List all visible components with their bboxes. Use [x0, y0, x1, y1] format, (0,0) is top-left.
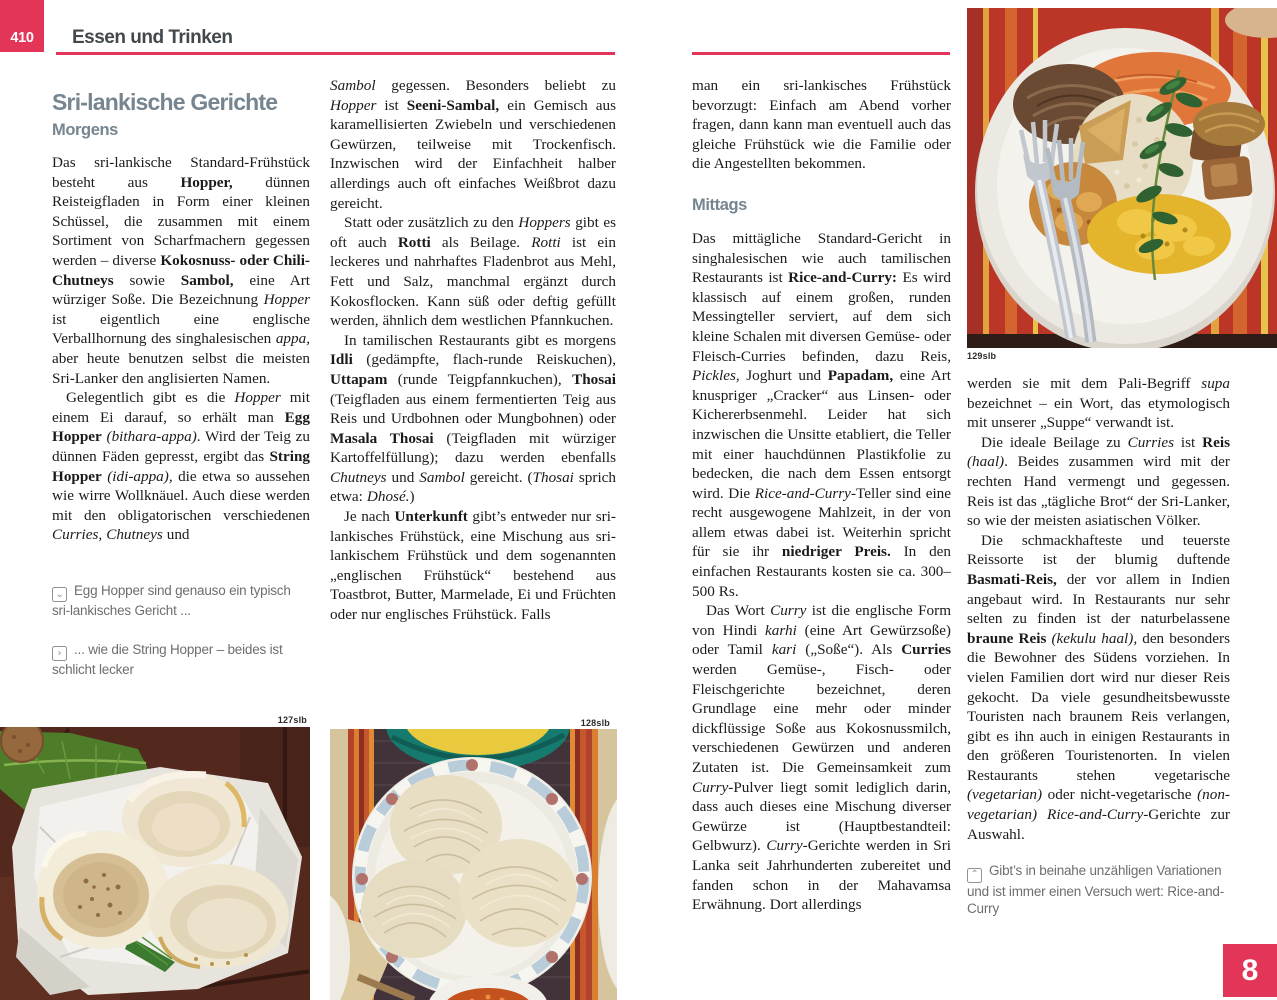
- photo-caption: [967, 862, 1230, 918]
- text-segment: karhi: [765, 621, 797, 639]
- text-segment: Die ideale Beilage zu: [981, 433, 1128, 451]
- text-segment: kari: [771, 641, 797, 659]
- paragraph: [692, 76, 951, 174]
- text-segment: gibt’s entweder nur sri-lankisches Frühstück, eine Mischung aus sri-lankischem Frühstück und dem sogenannten „englischen Frühstück“ bestehend aus Toastbrot, Butter, Marmelade, Ei und Früchten oder nur englisches Frühstück. Falls: [330, 508, 616, 624]
- text-segment: Chutneys: [330, 468, 387, 486]
- text-segment: Hopper: [330, 96, 377, 114]
- text-segment: sowie: [113, 271, 181, 289]
- text-segment: Curries, Chutneys: [52, 526, 163, 544]
- text-segment: Das mittägliche Standard-Gericht in singhalesischen wie auch tamilischen Restaurants ist: [692, 229, 951, 287]
- text-segment: Hopper: [263, 291, 310, 309]
- text-segment: werden sie mit dem Pali-Begriff: [967, 375, 1202, 392]
- text-segment: Sambol: [419, 468, 465, 486]
- text-segment: ist eigentlich eine englische Verballhornung des singhalesischen: [52, 310, 310, 348]
- chapter-number-tab: [1223, 944, 1277, 997]
- text-segment: ein Gemisch aus karamellisierten Zwiebeln und verschiedenen Gewürzen, teilweise mit Trockenfisch. Inzwischen wird der Einfachheit halber allerdings auch oft einfaches Weißbrot dazu gereicht.: [330, 96, 616, 212]
- text-segment: (bithara-appa): [106, 428, 197, 446]
- text-segment: als Beilage.: [430, 233, 532, 251]
- text-segment: oder nicht-vegetarische: [1042, 786, 1198, 804]
- text-segment: eine Art würziger Soße. Die Bezeichnung: [52, 271, 310, 309]
- text-segment: Curry: [766, 837, 803, 855]
- text-segment: Hoppers: [518, 214, 571, 232]
- text-segment: Masala Thosai: [330, 429, 434, 447]
- paragraph: [330, 507, 616, 625]
- text-segment: der vor allem in Indien angebaut wird. In Restaurants nur sehr selten zu finden ist der naturbelassene: [967, 570, 1230, 628]
- text-segment: -Pulver liegt somit lediglich darin, dass auch dieses eine Mischung diverser Gewürze ist (Hauptbestandteil: Gelbwurz).: [692, 778, 951, 855]
- text-segment: ist die englische Form von Hindi: [692, 602, 951, 639]
- text-segment: Curries: [901, 641, 951, 659]
- page-number-tab: [0, 0, 44, 52]
- photo-caption-notes: [52, 582, 310, 679]
- text-segment: Rice-and-Curry: [754, 484, 851, 502]
- text-segment: gegessen. Besonders beliebt zu: [375, 77, 616, 94]
- text-segment: sprich etwa:: [330, 468, 616, 506]
- paragraph: [52, 388, 310, 545]
- text-segment: (Teigfladen mit würziger Kartoffelfüllung); dazu werden ebenfalls: [330, 429, 616, 467]
- text-segment: . Beides zusammen wird mit der rechten Hand vermengt und gegessen. Reis ist das „tägliche Brot“ der Sri-Lanker, so wie der meisten asiatischen Völker.: [967, 453, 1230, 530]
- paragraph: [330, 213, 616, 331]
- paragraph: [692, 601, 951, 915]
- text-segment: („Soße“). Als: [796, 641, 902, 659]
- text-segment: Joghurt und: [739, 367, 828, 385]
- text-segment: Sambol: [330, 77, 376, 94]
- paragraph: [330, 331, 616, 507]
- page-number: 410: [10, 30, 34, 46]
- chevron-right-icon: ›: [52, 646, 67, 661]
- text-segment: ist: [376, 96, 407, 114]
- text-segment: ): [409, 488, 415, 506]
- text-segment: und: [162, 526, 190, 544]
- text-segment: Reis: [1202, 433, 1230, 451]
- egg-hopper-photo: [0, 727, 310, 1000]
- text-segment: Curry: [692, 778, 729, 796]
- text-column-2: [330, 76, 616, 716]
- chevron-down-icon: ⌄: [52, 587, 67, 602]
- text-segment: -Gerichte werden in Sri Lanka seit Jahrhunderten zubereitet und fanden schon in der Mahavamsa Erwähnung. Dort allerdings: [692, 837, 951, 914]
- text-segment: -Teller sind eine recht ausgewogene Mahlzeit, in der von allem etwas dabei ist. Weiterhin spricht für sie ihr: [692, 484, 951, 561]
- photo-credit-label: 127slb: [277, 715, 307, 725]
- text-segment: aber heute benutzen selbst die meisten Sri-Lanker den anglisierten Namen.: [52, 349, 310, 387]
- paragraph: [330, 76, 616, 213]
- text-segment: Rotti: [397, 233, 431, 251]
- text-segment: Hopper: [234, 389, 281, 407]
- text-segment: -Gerichte zur Auswahl.: [967, 806, 1230, 843]
- text-segment: gereicht. (: [464, 468, 533, 486]
- header-rule-left: [56, 52, 615, 55]
- photo-credit-label: 128slb: [580, 718, 610, 728]
- text-segment: Seeni-Sambal,: [406, 96, 500, 114]
- text-segment: Curries: [1127, 433, 1174, 451]
- text-segment: Hopper,: [180, 173, 233, 191]
- paragraph: [967, 531, 1230, 845]
- text-segment: Sambol,: [180, 271, 234, 289]
- text-segment: (eine Art Gewürzsoße) oder Tamil: [692, 621, 951, 659]
- text-segment: (haal): [967, 453, 1005, 471]
- text-segment: (Teigfladen aus einem fermentierten Teig aus Reis und Urdbohnen oder Mungbohnen) oder: [330, 390, 616, 428]
- text-segment: dünnen Reisteigfladen in Form einer kleinen Schüssel, die zusammen mit einem Sortiment von Scharfmachern gegessen werden – diverse: [52, 173, 310, 269]
- text-segment: Unterkunft: [394, 508, 468, 526]
- text-segment: gibt es oft auch: [330, 214, 616, 251]
- paragraph: [967, 374, 1230, 433]
- text-segment: Es wird klassisch auf einem großen, runden Messingteller serviert, auf dem sich kleine Schalen mit diversen Gemüse- oder Fleisch-Curries befinden, dazu Reis,: [692, 269, 951, 365]
- paragraph: [52, 153, 310, 388]
- text-segment: appa,: [275, 330, 310, 348]
- text-segment: Das sri-lankische Standard-Frühstück besteht aus: [52, 154, 310, 191]
- text-segment: Dhosé.: [366, 488, 410, 506]
- text-segment: ist ein leckeres und nahrhaftes Fladenbrot aus Mehl, Fett und Salz, manchmal ergänzt durch Kokosflocken. Kann süß oder deftig gefüllt werden, ähnlich dem westlichen Pfannkuchen.: [330, 233, 616, 330]
- text-column-4: [967, 374, 1230, 964]
- text-segment: ist: [1173, 433, 1203, 451]
- text-segment: Papadam,: [827, 367, 894, 385]
- text-segment: In den einfachen Restaurants kosten sie ca. 300–500 Rs.: [692, 543, 951, 600]
- text-segment: Uttapam: [330, 370, 388, 388]
- text-segment: den besonders die Bewohner des Südens vorziehen. In vielen Familien dort wird nur dieser Reis gekocht. Da viele gesundheitsbewusste Touristen nach braunem Reis verlangen, gibt es ihn auch in einigen Restaurants in den größeren Touristenorten. In vielen Restaurants stehen vegetarische: [967, 629, 1230, 784]
- caption-text: Egg Hopper sind genauso ein typisch sri-lankisches Gericht ...: [52, 582, 291, 619]
- text-segment: In tamilischen Restaurants gibt es morgens: [344, 331, 616, 349]
- text-segment: Je nach: [344, 508, 395, 526]
- article-title: Sri-lankische Gerichte: [52, 89, 278, 116]
- string-hopper-photo: [330, 729, 617, 1000]
- subheading-mittags: Mittags: [692, 195, 747, 214]
- text-segment: . Wird der Teig zu dünnen Fäden gepresst, ergibt das: [52, 428, 310, 465]
- text-segment: Thosai: [572, 370, 616, 388]
- chapter-number: 8: [1241, 953, 1259, 987]
- text-segment: Rice-and-Curry:: [788, 269, 897, 287]
- text-segment: Idli: [330, 351, 353, 369]
- text-segment: (idi-appa),: [107, 467, 173, 485]
- text-segment: werden Gemüse-, Fisch- oder Fleischgerichte bezeichnet, deren Grundlage eine mehr oder minder dickflüssige Soße aus Kokosnussmilch, verschiedenen Gewürzen und anderen Zutaten ist. Die Gemeinsamkeit zum: [692, 661, 951, 776]
- text-segment: Egg Hopper: [52, 408, 310, 446]
- text-segment: Thosai: [532, 468, 574, 486]
- text-segment: (runde Teigpfannkuchen),: [387, 370, 573, 388]
- text-segment: supa: [1201, 375, 1230, 392]
- caption-text: ... wie die String Hopper – beides ist schlicht lecker: [52, 641, 283, 678]
- text-segment: Die schmackhafteste und teuerste Reissorte ist der blumig duftende: [967, 531, 1230, 569]
- photo-caption: [52, 641, 310, 679]
- text-segment: Das Wort: [706, 602, 771, 620]
- text-segment: Rotti: [531, 233, 561, 251]
- text-segment: mit einem Ei darauf, so erhält man: [52, 389, 310, 426]
- text-segment: man ein sri-lankisches Frühstück bevorzugt: Einfach am Abend vorher fragen, dann kann man eventuell auch das gleiche Frühstück wie die Familie oder die Angestellten bekommen.: [692, 77, 951, 173]
- header-rule-right: [692, 52, 950, 55]
- paragraph: [692, 229, 951, 601]
- text-segment: Kokosnuss- oder Chili-Chutneys: [52, 251, 310, 289]
- text-segment: die etwa so aussehen wie wirre Wollknäuel. Auch diese werden mit den obligatorischen verschiedenen: [52, 467, 310, 524]
- text-segment: (vegetarian): [967, 786, 1043, 804]
- text-segment: niedriger Preis.: [781, 543, 891, 561]
- section-title: Essen und Trinken: [72, 27, 233, 48]
- chevron-up-icon: ⌃: [967, 868, 982, 883]
- text-segment: Statt oder zusätzlich zu den: [344, 214, 519, 232]
- text-segment: und: [386, 468, 420, 486]
- text-segment: Pickles,: [692, 367, 740, 385]
- text-segment: braune Reis: [967, 629, 1047, 647]
- rice-and-curry-photo: [967, 8, 1277, 348]
- caption-text: Gibt’s in beinahe unzähligen Variationen und ist immer einen Versuch wert: Rice-and-Curry: [967, 863, 1225, 917]
- subheading-morgens: Morgens: [52, 121, 118, 139]
- text-segment: (gedämpfte, flach-runde Reiskuchen),: [352, 351, 616, 369]
- text-segment: Gelegentlich gibt es die: [66, 389, 235, 407]
- text-segment: (kekulu haal),: [1051, 629, 1138, 647]
- text-column-1: [52, 121, 310, 721]
- photo-caption: [52, 582, 310, 620]
- text-segment: Curry: [770, 602, 807, 620]
- text-segment: bezeichnet – ein Wort, das etymologisch mit unserer „Suppe“ verwandt ist.: [967, 394, 1230, 432]
- text-column-3: [692, 76, 951, 960]
- photo-credit-label: 129slb: [967, 351, 997, 361]
- text-segment: String Hopper: [52, 447, 310, 485]
- text-segment: (non-vegetarian) Rice-and-Curry: [967, 786, 1230, 824]
- text-segment: Basmati-Reis,: [967, 570, 1057, 588]
- paragraph: [967, 433, 1230, 531]
- text-segment: eine Art knuspriger „Cracker“ aus Linsen- oder Kichererbsenmehl. Leider hat sich inzwischen die Unsitte etabliert, die Teller mit einer hauchdünnen Plastikfolie zu bedecken, die nach dem Essen entsorgt wird. Die: [692, 367, 951, 502]
